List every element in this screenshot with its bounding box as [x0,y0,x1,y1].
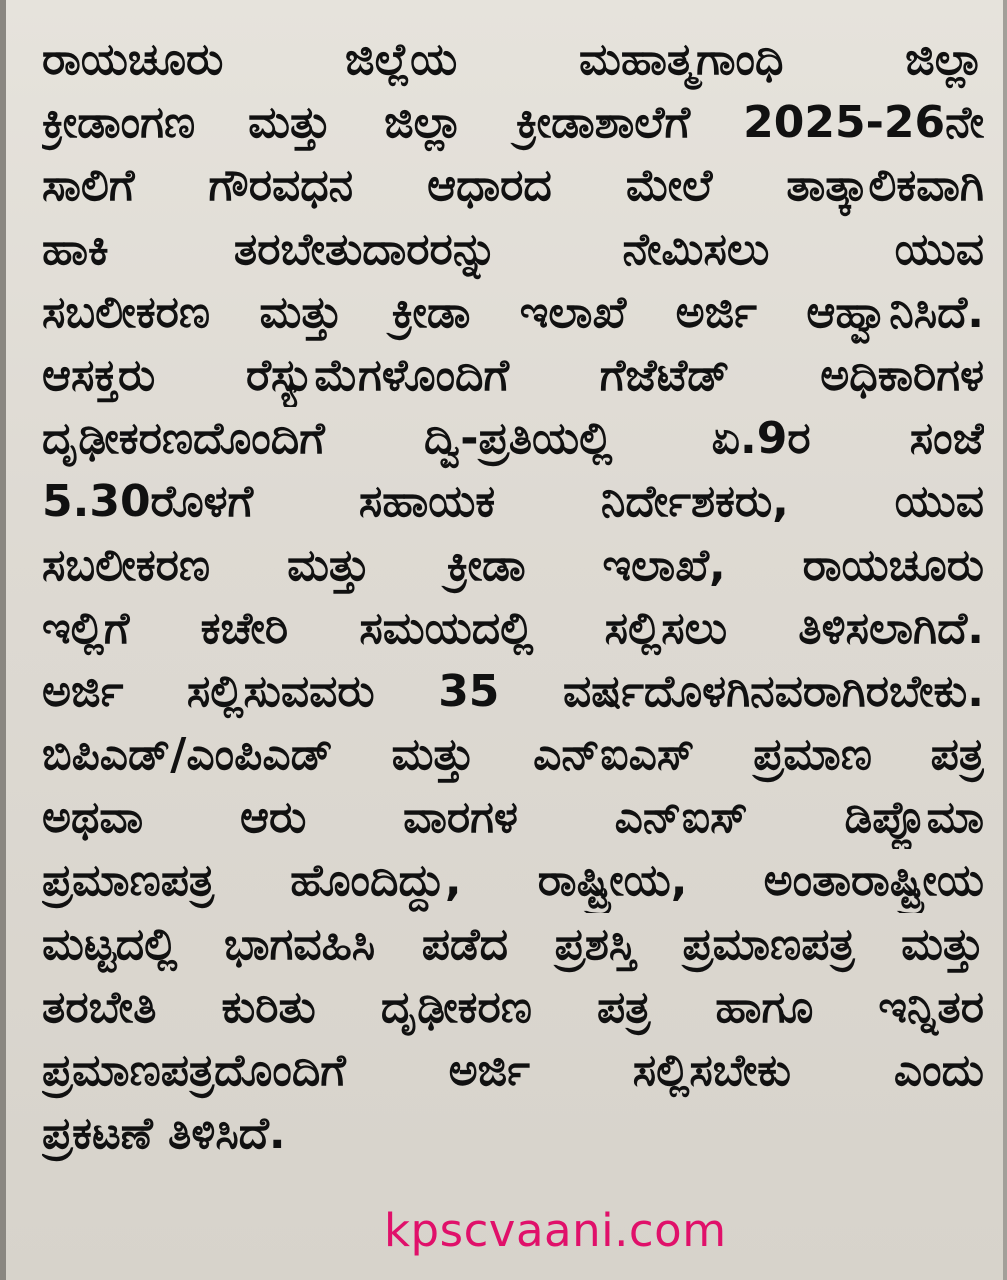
article-line-17: ಪ್ರಮಾಣಪತ್ರದೊಂದಿಗೆ ಅರ್ಜಿ ಸಲ್ಲಿಸಬೇಕು ಎಂದು [42,1045,984,1096]
article-line-5: ಸಬಲೀಕರಣ ಮತ್ತು ಕ್ರೀಡಾ ಇಲಾಖೆ ಅರ್ಜಿ ಆಹ್ವಾನಿಸಿದೆ. [42,286,984,338]
article-line-8: 5.30ರೊಳಗೆ ಸಹಾಯಕ ನಿರ್ದೇಶಕರು, ಯುವ [42,476,984,528]
article-line-15: ಮಟ್ಟದಲ್ಲಿ ಭಾಗವಹಿಸಿ ಪಡೆದ ಪ್ರಶಸ್ತಿ ಪ್ರಮಾಣಪತ್ರ ಮತ್ತು [42,918,984,970]
article-line-3: ಸಾಲಿಗೆ ಗೌರವಧನ ಆಧಾರದ ಮೇಲೆ ತಾತ್ಕಾಲಿಕವಾಗಿ [42,160,984,212]
article-line-14: ಪ್ರಮಾಣಪತ್ರ ಹೊಂದಿದ್ದು, ರಾಷ್ಟ್ರೀಯ, ಅಂತಾರಾಷ್ಟ್ರೀಯ [42,855,984,907]
article-line-9: ಸಬಲೀಕರಣ ಮತ್ತು ಕ್ರೀಡಾ ಇಲಾಖೆ, ರಾಯಚೂರು [42,539,984,591]
watermark-text: kpscvaani.com [384,1204,727,1257]
article-line-13: ಅಥವಾ ಆರು ವಾರಗಳ ಎನ್ಐಸ್ ಡಿಪ್ಲೊಮಾ [42,792,984,844]
article-line-6: ಆಸಕ್ತರು ರೆಸ್ಯುಮೆಗಳೊಂದಿಗೆ ಗೆಜೆಟೆಡ್ ಅಧಿಕಾರಿಗಳ [42,349,984,401]
article-line-18: ಪ್ರಕಟಣೆ ತಿಳಿಸಿದೆ. [42,1108,286,1160]
article-body [42,28,984,1165]
article-line-2: ಕ್ರೀಡಾಂಗಣ ಮತ್ತು ಜಿಲ್ಲಾ ಕ್ರೀಡಾಶಾಲೆಗೆ 2025-26ನೇ [42,97,984,149]
article-line-7: ದೃಢೀಕರಣದೊಂದಿಗೆ ದ್ವಿ-ಪ್ರತಿಯಲ್ಲಿ ಏ.9ರ ಸಂಜೆ [42,413,984,465]
article-line-11: ಅರ್ಜಿ ಸಲ್ಲಿಸುವವರು 35 ವರ್ಷದೊಳಗಿನವರಾಗಿರಬೇಕು. [42,665,984,717]
article-line-16: ತರಬೇತಿ ಕುರಿತು ದೃಢೀಕರಣ ಪತ್ರ ಹಾಗೂ ಇನ್ನಿತರ [42,981,984,1033]
article-line-4: ಹಾಕಿ ತರಬೇತುದಾರರನ್ನು ನೇಮಿಸಲು ಯುವ [42,223,984,275]
article-line-1: ರಾಯಚೂರು ಜಿಲ್ಲೆಯ ಮಹಾತ್ಮಗಾಂಧಿ ಜಿಲ್ಲಾ [42,34,984,85]
article-line-12: ಬಿಪಿಎಡ್/ಎಂಪಿಎಡ್ ಮತ್ತು ಎನ್ಐಎಸ್ ಪ್ರಮಾಣ ಪತ್ರ [42,729,984,781]
article-line-10: ಇಲ್ಲಿಗೆ ಕಚೇರಿ ಸಮಯದಲ್ಲಿ ಸಲ್ಲಿಸಲು ತಿಳಿಸಲಾಗಿದೆ. [42,602,984,654]
